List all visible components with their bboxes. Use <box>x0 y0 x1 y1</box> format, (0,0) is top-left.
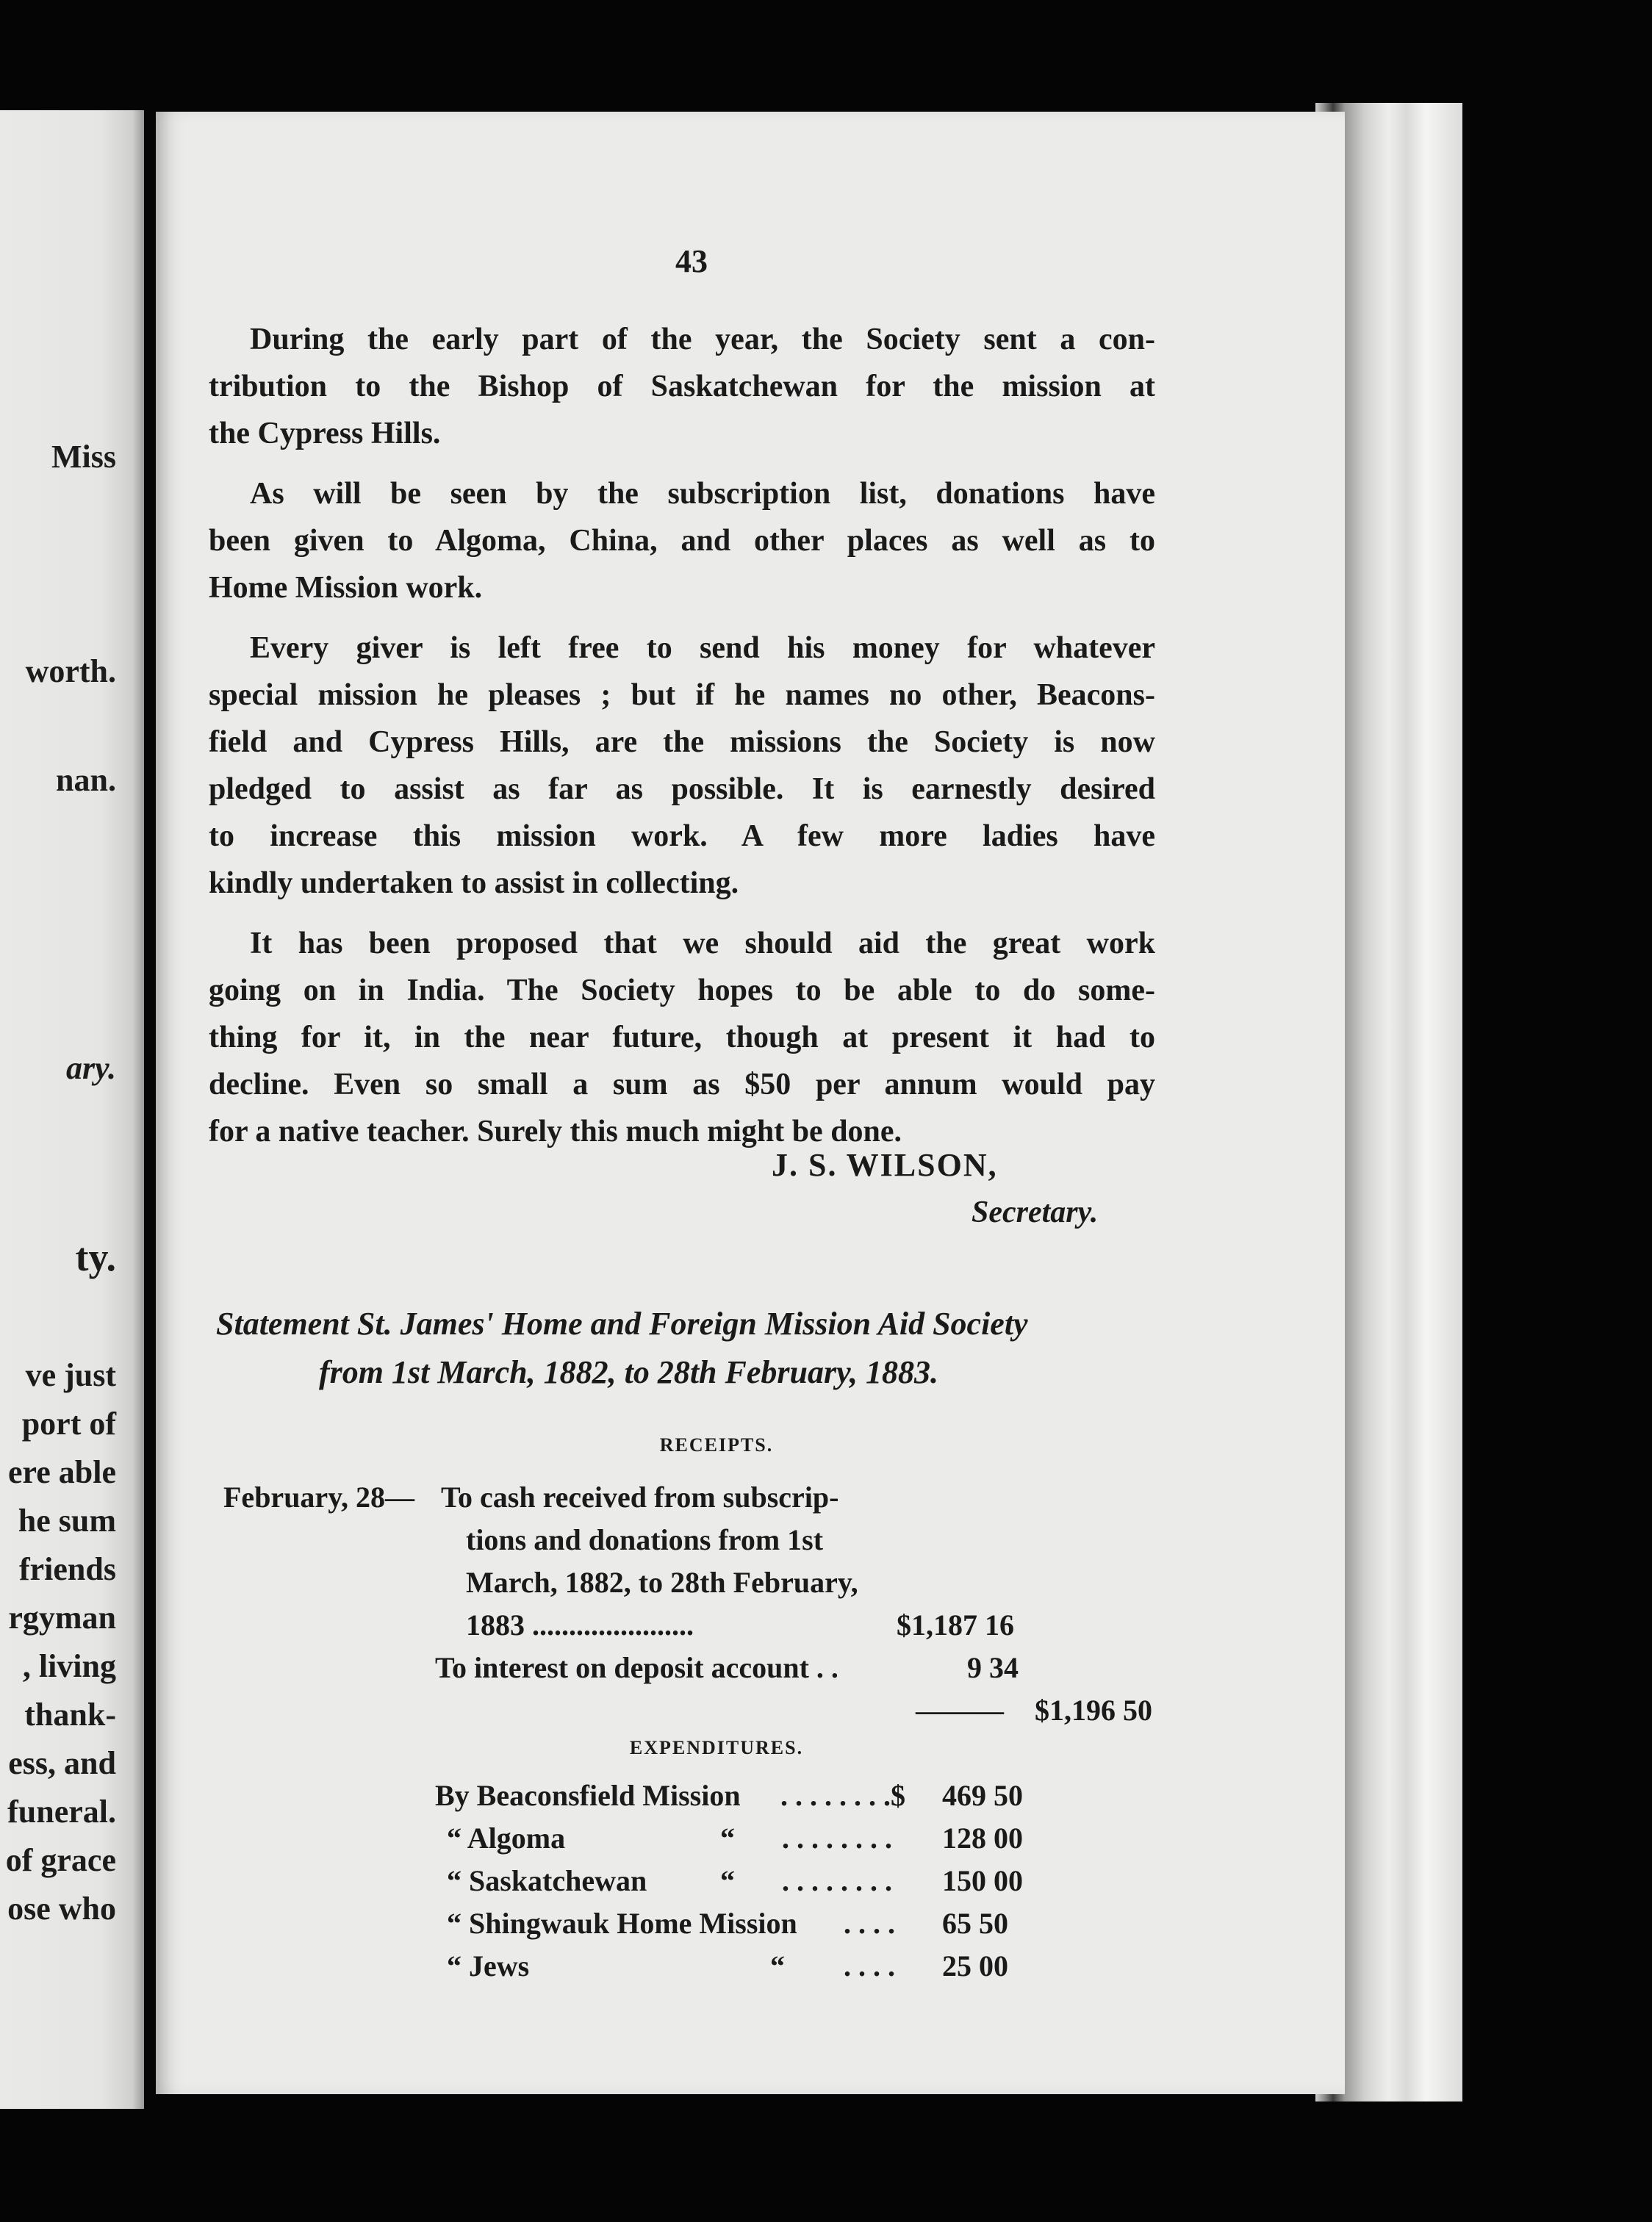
expenditure-ditto: “ <box>770 1949 785 1982</box>
text-line: tribution to the Bishop of Saskatchewan for the mission at <box>209 370 1155 403</box>
left-page-line: he sum <box>18 1503 116 1539</box>
receipt-date: February, 28— <box>223 1481 414 1514</box>
receipt-item-line: 1883 ...................... <box>466 1608 694 1642</box>
paragraph <box>209 625 1155 907</box>
receipt-item-line: tions and donations from 1st <box>466 1523 824 1556</box>
expenditure-amount: 150 00 <box>942 1864 1023 1897</box>
left-page-line: Miss <box>51 439 116 475</box>
receipt-amount: 9 34 <box>967 1651 1019 1684</box>
receipt-amount: $1,187 16 <box>897 1608 1014 1642</box>
main-page <box>156 112 1345 2094</box>
signature-name: J. S. WILSON, <box>772 1147 998 1183</box>
left-page-line: , living <box>22 1648 116 1684</box>
receipt-item-line: March, 1882, to 28th February, <box>466 1566 858 1599</box>
paragraph <box>209 920 1155 1155</box>
left-page-line: ess, and <box>8 1745 116 1781</box>
expenditure-amount: 128 00 <box>942 1822 1023 1855</box>
expenditures-heading: EXPENDITURES. <box>629 1737 804 1758</box>
page-number: 43 <box>675 243 708 279</box>
text-line: During the early part of the year, the Society sent a con- <box>250 323 1155 356</box>
expenditure-amount: 25 00 <box>942 1949 1008 1982</box>
left-page-line: ere able <box>7 1454 116 1490</box>
left-page-line: ve just <box>25 1357 116 1393</box>
body-text <box>209 316 1155 1168</box>
text-line: kindly undertaken to assist in collecting. <box>209 866 739 900</box>
text-line: thing for it, in the near future, though at present it had to <box>209 1021 1155 1054</box>
text-line: pledged to assist as far as possible. It is earnestly desired <box>209 772 1155 806</box>
expenditure-ditto: “ <box>720 1822 735 1855</box>
paragraph <box>209 316 1155 457</box>
signature-title: Secretary. <box>972 1196 1099 1229</box>
receipts-total-rule: ——— <box>916 1694 1004 1727</box>
paragraph <box>209 470 1155 611</box>
left-page-line: thank- <box>24 1697 116 1733</box>
left-page-line: ose who <box>7 1891 116 1927</box>
left-page-line: of grace <box>5 1842 116 1878</box>
left-page-line: friends <box>19 1551 116 1587</box>
receipts-total: $1,196 50 <box>1035 1694 1152 1727</box>
text-line: the Cypress Hills. <box>209 417 441 450</box>
statement-title-line-1: Statement St. James' Home and Foreign Mission Aid Society <box>216 1306 1028 1342</box>
expenditure-label: “ Saskatchewan <box>447 1864 647 1897</box>
receipts-heading: RECEIPTS. <box>659 1434 774 1456</box>
left-page-line: rgyman <box>8 1600 116 1636</box>
text-line: for a native teacher. Surely this much might be done. <box>209 1115 902 1148</box>
expenditure-leader: . . . . <box>844 1949 895 1982</box>
text-line: going on in India. The Society hopes to be able to do some- <box>209 974 1155 1007</box>
left-page-line: ary. <box>65 1050 116 1086</box>
text-line: Home Mission work. <box>209 571 483 605</box>
left-page-line: port of <box>21 1406 116 1442</box>
text-line: As will be seen by the subscription list, donations have <box>250 477 1155 511</box>
text-line: Every giver is left free to send his money for whatever <box>250 631 1155 665</box>
expenditure-ditto: “ <box>720 1864 735 1897</box>
text-line: It has been proposed that we should aid the great work <box>250 927 1155 960</box>
expenditure-leader: . . . . <box>844 1907 895 1940</box>
expenditure-label: “ Shingwauk Home Mission <box>447 1907 797 1940</box>
text-line: been given to Algoma, China, and other places as well as to <box>209 524 1155 558</box>
expenditure-label: “ Jews <box>447 1949 530 1982</box>
statement-title-line-2: from 1st March, 1882, to 28th February, 1883. <box>319 1354 939 1390</box>
receipt-item-line: To cash received from subscrip- <box>441 1481 839 1514</box>
expenditure-leader: . . . . . . . . <box>782 1822 892 1855</box>
left-page-line: funeral. <box>7 1794 116 1830</box>
left-page-line: nan. <box>56 762 116 798</box>
text-line: special mission he pleases ; but if he names no other, Beacons- <box>209 678 1155 712</box>
expenditure-leader: . . . . . . . . <box>782 1864 892 1897</box>
text-line: field and Cypress Hills, are the missions the Society is now <box>209 725 1155 759</box>
receipt-item-line: To interest on deposit account . . <box>435 1651 838 1684</box>
expenditure-leader: . . . . . . . .$ <box>780 1779 905 1812</box>
expenditure-label: “ Algoma <box>447 1822 566 1855</box>
expenditure-amount: 469 50 <box>942 1779 1023 1812</box>
left-page-line: worth. <box>25 653 116 689</box>
text-line: to increase this mission work. A few more ladies have <box>209 819 1155 853</box>
expenditure-amount: 65 50 <box>942 1907 1008 1940</box>
left-facing-page <box>0 110 144 2109</box>
left-page-line: ty. <box>75 1235 116 1279</box>
text-line: decline. Even so small a sum as $50 per annum would pay <box>209 1068 1155 1101</box>
expenditure-label: By Beaconsfield Mission <box>435 1779 741 1812</box>
